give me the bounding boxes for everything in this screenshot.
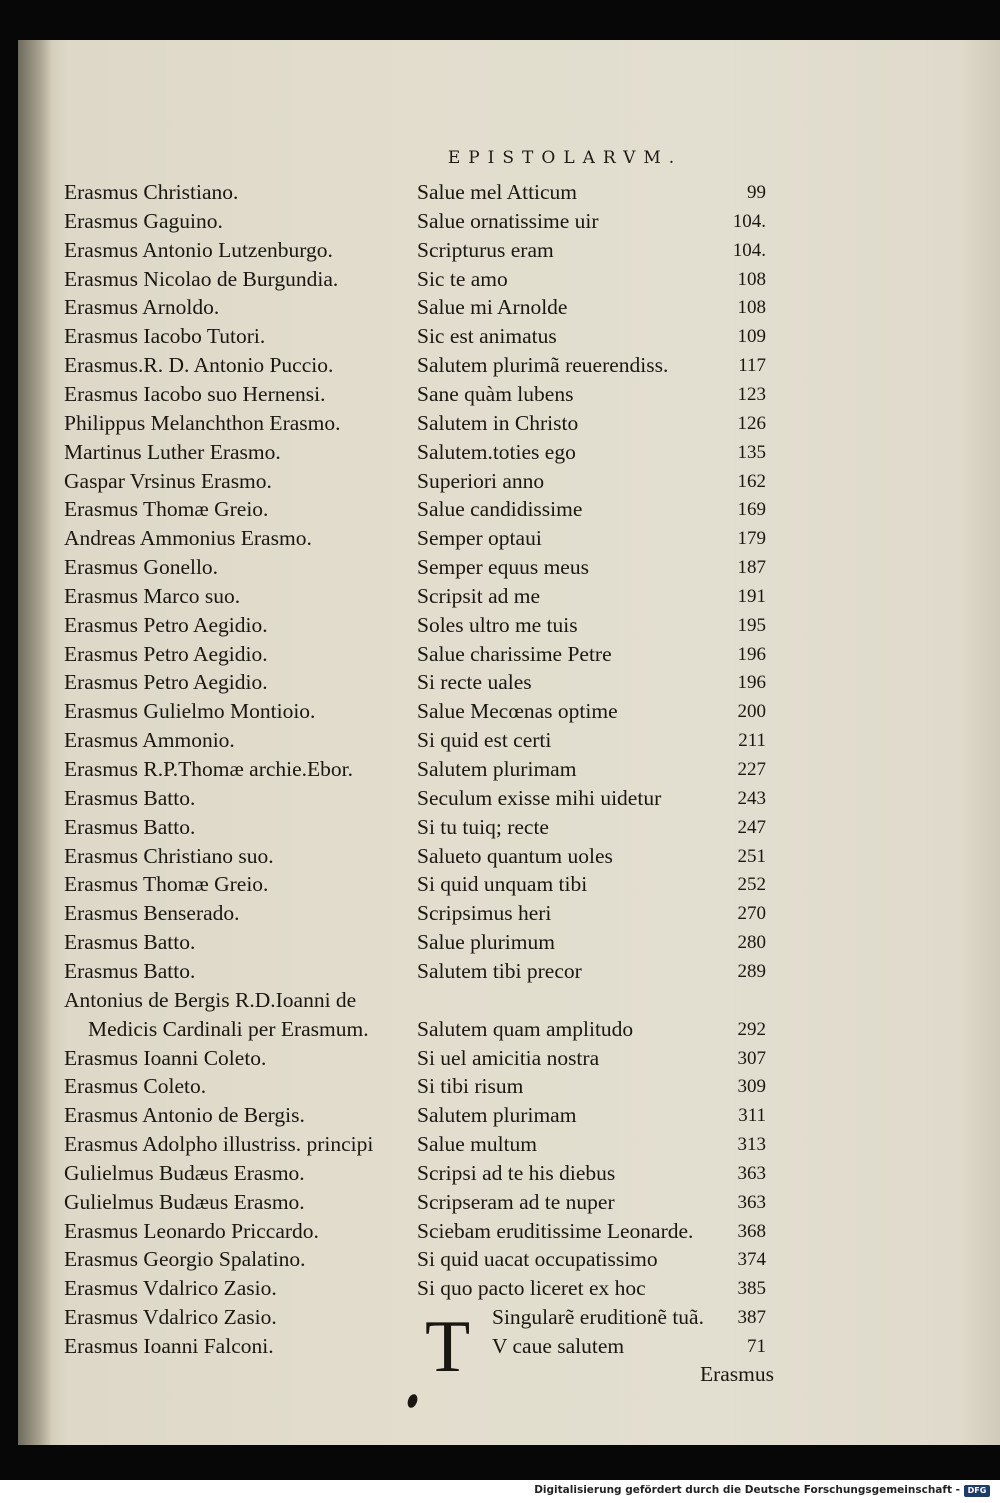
incipit: Si uel amicitia nostra <box>417 1045 600 1070</box>
incipit: Salue Mecœnas optime <box>417 699 618 724</box>
page-number: 196 <box>737 672 766 694</box>
page-number: 387 <box>737 1307 766 1329</box>
incipit: Salue mi Arnolde <box>417 295 568 320</box>
correspondent: Erasmus Gaguino. <box>64 208 223 233</box>
correspondent: Erasmus.R. D. Antonio Puccio. <box>64 353 334 378</box>
correspondent: Erasmus Iacobo suo Hernensi. <box>64 381 326 406</box>
index-row <box>0 322 1000 351</box>
incipit: Salue plurimum <box>417 930 555 955</box>
index-row <box>0 467 1000 496</box>
incipit: Salue ornatissime uir <box>417 208 599 233</box>
correspondent: Erasmus Batto. <box>64 814 196 839</box>
correspondent: Erasmus Petro Aegidio. <box>64 641 268 666</box>
page-number: 195 <box>737 614 766 636</box>
index-row <box>0 1015 1000 1044</box>
incipit: Scripsi ad te his diebus <box>417 1160 616 1185</box>
incipit: Si quid est certi <box>417 728 552 753</box>
correspondent: Erasmus Christiano. <box>64 180 239 204</box>
index-row <box>0 380 1000 409</box>
page-number: 385 <box>737 1278 766 1300</box>
index-row <box>0 1101 1000 1130</box>
incipit: Sciebam eruditissime Leonarde. <box>417 1218 694 1243</box>
incipit: Salutem.toties ego <box>417 439 576 464</box>
index-row <box>0 899 1000 928</box>
index-row <box>0 1274 1000 1303</box>
page-number: 108 <box>737 297 766 319</box>
incipit: Salue mel Atticum <box>417 180 578 204</box>
page-number: 196 <box>737 643 766 665</box>
page-number: 227 <box>737 759 766 780</box>
incipit: Salue candidissime <box>417 497 583 522</box>
index-row <box>0 438 1000 467</box>
index-row <box>0 1188 1000 1217</box>
page-number: 126 <box>737 412 766 434</box>
correspondent: Antonius de Bergis R.D.Ioanni de <box>64 987 357 1012</box>
index-row <box>0 1217 1000 1246</box>
incipit: Seculum exisse mihi uidetur <box>417 785 662 810</box>
incipit: Scripturus eram <box>417 237 554 262</box>
index-row <box>0 207 1000 236</box>
index-row <box>0 842 1000 871</box>
index-row <box>0 1044 1000 1073</box>
correspondent: Erasmus Adolpho illustriss. principi <box>64 1132 374 1157</box>
page-number: 313 <box>737 1134 766 1156</box>
page-number: 117 <box>738 355 766 377</box>
incipit: Salutem quam amplitudo <box>417 1016 634 1041</box>
index-row <box>0 1159 1000 1188</box>
incipit: Semper equus meus <box>417 555 589 580</box>
incipit: Salutem plurimam <box>417 1103 577 1128</box>
page-number: 311 <box>738 1105 766 1127</box>
running-head: EPISTOLARVM. <box>447 148 683 168</box>
page-number: 191 <box>737 585 766 607</box>
index-row <box>0 1072 1000 1101</box>
correspondent: Andreas Ammonius Erasmo. <box>64 526 312 551</box>
correspondent: Martinus Luther Erasmo. <box>64 439 281 464</box>
incipit: Si tu tuiq; recte <box>417 814 549 839</box>
index-row <box>0 668 1000 697</box>
correspondent: Erasmus Ammonio. <box>64 728 235 753</box>
index-row <box>0 957 1000 986</box>
page-number: 200 <box>737 701 766 723</box>
index-row <box>0 640 1000 669</box>
page-number: 280 <box>737 932 766 954</box>
correspondent: Gulielmus Budæus Erasmo. <box>64 1189 305 1214</box>
page-number: 252 <box>737 874 766 896</box>
page-number: 363 <box>737 1162 766 1184</box>
incipit: Si tibi risum <box>417 1074 524 1099</box>
index-row <box>0 928 1000 957</box>
correspondent: Erasmus Nicolao de Burgundia. <box>64 266 339 291</box>
incipit: Salutem plurimã reuerendiss. <box>417 353 669 378</box>
page-number: 374 <box>737 1249 766 1271</box>
index-row <box>0 986 1000 1015</box>
correspondent: Gulielmus Budæus Erasmo. <box>64 1160 305 1185</box>
correspondent: Erasmus Marco suo. <box>64 583 241 608</box>
correspondent: Erasmus Vdalrico Zasio. <box>64 1305 277 1330</box>
incipit: Soles ultro me tuis <box>417 612 578 637</box>
index-row <box>0 697 1000 726</box>
correspondent: Erasmus Thomæ Greio. <box>64 872 269 897</box>
correspondent: Erasmus Benserado. <box>64 901 240 926</box>
correspondent: Erasmus Coleto. <box>64 1074 207 1099</box>
correspondent: Erasmus Petro Aegidio. <box>64 670 268 695</box>
incipit: Sic te amo <box>417 266 508 291</box>
correspondent: Erasmus Batto. <box>64 930 196 955</box>
page-number: 292 <box>737 1018 766 1040</box>
correspondent: Erasmus R.P.Thomæ archie.Ebor. <box>64 757 354 781</box>
correspondent: Erasmus Leonardo Priccardo. <box>64 1218 319 1243</box>
incipit: Scripsit ad me <box>417 583 541 608</box>
incipit: V caue salutem <box>492 1334 625 1358</box>
index-row <box>0 524 1000 553</box>
correspondent: Erasmus Thomæ Greio. <box>64 497 269 522</box>
incipit: Salue multum <box>417 1132 538 1157</box>
catchword: Erasmus <box>699 1362 774 1386</box>
incipit: Salue charissime Petre <box>417 641 612 666</box>
correspondent: Erasmus Batto. <box>64 785 196 810</box>
footer-credit: Digitalisierung gefördert durch die Deutsche Forschungsgemeinschaft - <box>534 1484 960 1496</box>
index-row <box>0 870 1000 899</box>
page-number: 368 <box>737 1220 766 1242</box>
correspondent: Erasmus Ioanni Falconi. <box>64 1334 274 1358</box>
page-number: 289 <box>737 960 766 982</box>
index-row <box>0 409 1000 438</box>
page-number: 108 <box>737 268 766 290</box>
index-row <box>0 293 1000 322</box>
incipit: Salutem tibi precor <box>417 958 582 983</box>
incipit: Si quid uacat occupatissimo <box>417 1247 658 1272</box>
index-row <box>0 726 1000 755</box>
incipit: Salueto quantum uoles <box>417 843 613 868</box>
index-row <box>0 1130 1000 1159</box>
index-row <box>0 236 1000 265</box>
correspondent: Erasmus Georgio Spalatino. <box>64 1247 306 1272</box>
incipit: Singularẽ eruditionẽ tuã. <box>492 1305 704 1330</box>
correspondent: Erasmus Antonio Lutzenburgo. <box>64 237 333 262</box>
page-number: 99 <box>747 182 766 203</box>
page-number: 109 <box>737 326 766 348</box>
correspondent: Erasmus Gonello. <box>64 555 219 580</box>
page-number: 247 <box>737 816 766 838</box>
page-number: 211 <box>738 730 766 752</box>
index-row <box>0 611 1000 640</box>
correspondent: Gaspar Vrsinus Erasmo. <box>64 468 272 493</box>
index-row <box>0 1245 1000 1274</box>
incipit: Scripseram ad te nuper <box>417 1189 615 1214</box>
incipit: Si recte uales <box>417 670 532 695</box>
correspondent: Erasmus Batto. <box>64 958 196 983</box>
page-number: 123 <box>737 383 766 405</box>
page-number: 309 <box>737 1076 766 1098</box>
incipit: Salutem plurimam <box>417 757 577 781</box>
correspondent: Erasmus Ioanni Coleto. <box>64 1045 267 1070</box>
index-row <box>0 178 1000 207</box>
page-number: 162 <box>737 470 766 492</box>
page-number: 179 <box>737 528 766 550</box>
incipit: Superiori anno <box>417 468 545 493</box>
page-number: 363 <box>737 1191 766 1213</box>
index-row <box>0 1303 1000 1332</box>
dfg-logo-icon: DFG <box>964 1485 990 1497</box>
page-number: 251 <box>737 845 766 867</box>
correspondent: Erasmus Antonio de Bergis. <box>64 1103 305 1128</box>
correspondent: Erasmus Iacobo Tutori. <box>64 324 266 349</box>
index-row <box>0 553 1000 582</box>
incipit: Si quid unquam tibi <box>417 872 588 897</box>
page-number: 187 <box>737 557 766 579</box>
page-number: 135 <box>737 441 766 463</box>
correspondent: Erasmus Christiano suo. <box>64 843 274 868</box>
index-row <box>0 495 1000 524</box>
correspondent: Philippus Melanchthon Erasmo. <box>64 410 341 435</box>
page-number: 270 <box>737 903 766 925</box>
page-number: 169 <box>737 499 766 521</box>
drop-cap: T <box>425 1306 471 1388</box>
correspondent: Erasmus Vdalrico Zasio. <box>64 1276 277 1301</box>
page-number: 307 <box>737 1047 766 1069</box>
incipit: Si quo pacto liceret ex hoc <box>417 1276 646 1301</box>
incipit: Salutem in Christo <box>417 410 579 435</box>
correspondent: Erasmus Gulielmo Montioio. <box>64 699 316 724</box>
correspondent: Erasmus Arnoldo. <box>64 295 220 320</box>
incipit: Sane quàm lubens <box>417 381 574 406</box>
index-row <box>0 265 1000 294</box>
index-row <box>0 582 1000 611</box>
page-number: 71 <box>747 1336 766 1357</box>
incipit: Sic est animatus <box>417 324 557 349</box>
page-number: 104. <box>732 210 766 232</box>
correspondent: Medicis Cardinali per Erasmum. <box>88 1016 369 1041</box>
index-row <box>0 784 1000 813</box>
page-number: 104. <box>732 239 766 261</box>
incipit: Semper optaui <box>417 526 542 551</box>
incipit: Scripsimus heri <box>417 901 552 926</box>
index-row <box>0 351 1000 380</box>
index-row <box>0 813 1000 842</box>
page-number: 243 <box>737 787 766 809</box>
index-row <box>0 1332 1000 1361</box>
index-row <box>0 755 1000 784</box>
correspondent: Erasmus Petro Aegidio. <box>64 612 268 637</box>
